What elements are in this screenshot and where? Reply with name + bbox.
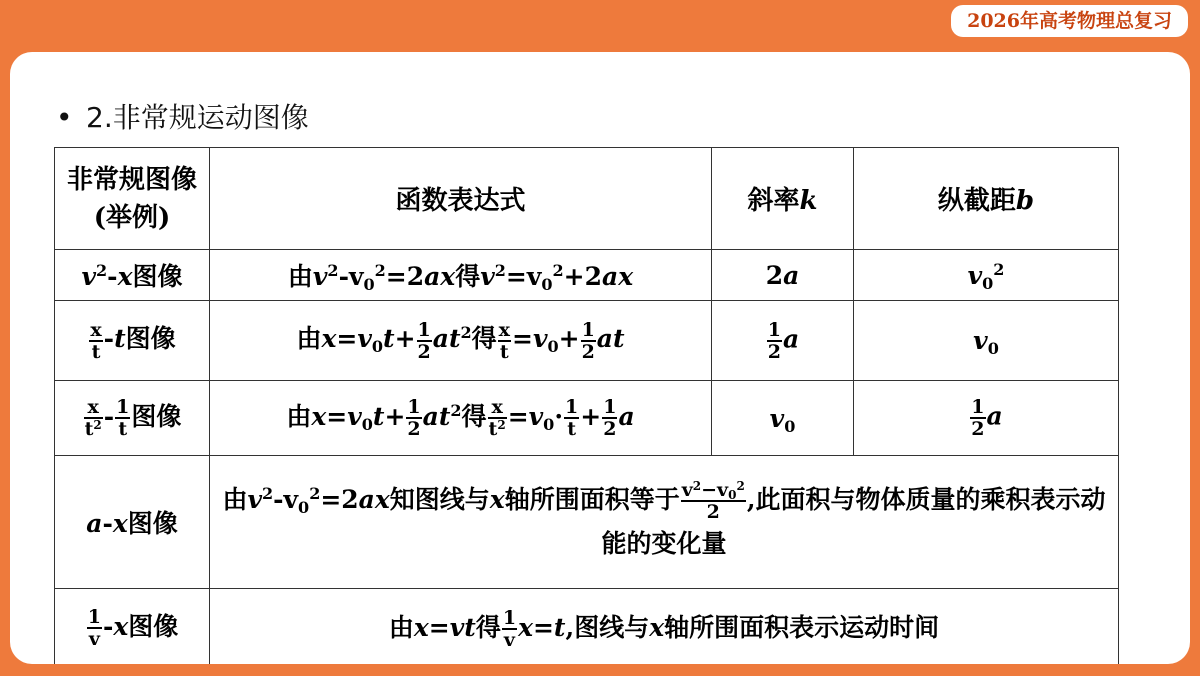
table-row — [55, 301, 1119, 381]
cell-desc-ax: 由$v^2-v_0^2=2ax$知图线与x轴所围面积等于 $\frac{v^2-v_0^2}{2}$ ,此面积与物体质量的乘积表示动能的变化量 — [210, 456, 1119, 589]
heading-text: 2.非常规运动图像 — [86, 101, 309, 134]
motion-graph-table — [54, 147, 1119, 664]
cell-expr-xt2-1t: 由$x=v_0t+$ $\frac{1}{2}$ $at^2$得 $\frac{x}{t^2}$ $=v_0\cdot$ $\frac{1}{t}$ + $\frac{1}{2}$ a — [210, 381, 712, 456]
cell-expr-v2x: 由$v^2-v_0^2=2ax$得$v^2=v_0^2+2ax$ — [210, 250, 712, 301]
table-row — [55, 250, 1119, 301]
table-row — [55, 381, 1119, 456]
cell-slope-xt-t: $\frac{1}{2}$ a — [712, 301, 854, 381]
header-graph-type: 非常规图像(举例) — [55, 148, 210, 250]
header-slope: 斜率k — [712, 148, 854, 250]
cell-graph-v2x: $v^2-x$图像 — [55, 250, 210, 301]
section-heading — [56, 100, 309, 136]
cell-slope-v2x: 2a — [712, 250, 854, 301]
cell-desc-1v-x: 由x=vt得 $\frac{1}{v}$ x=t,图线与x轴所围面积表示运动时间 — [210, 589, 1119, 665]
table-row — [55, 456, 1119, 589]
table-header-row — [55, 148, 1119, 250]
cell-intercept-xt2-1t: $\frac{1}{2}$ a — [854, 381, 1119, 456]
bullet-icon: • — [56, 101, 73, 134]
header-function: 函数表达式 — [210, 148, 712, 250]
cell-graph-ax: a-x图像 — [55, 456, 210, 589]
cell-graph-xt2-1t: $\frac{x}{t^2}$ - $\frac{1}{t}$ 图像 — [55, 381, 210, 456]
cell-graph-xt-t: $\frac{x}{t}$ -t图像 — [55, 301, 210, 381]
cell-intercept-xt-t: $v_0$ — [854, 301, 1119, 381]
cell-slope-xt2-1t: $v_0$ — [712, 381, 854, 456]
cell-intercept-v2x: $v_0^2$ — [854, 250, 1119, 301]
cell-graph-1v-x: $\frac{1}{v}$ -x图像 — [55, 589, 210, 665]
course-badge: 2026年高考物理总复习 — [951, 5, 1188, 37]
cell-expr-xt-t: 由$x=v_0t+$ $\frac{1}{2}$ $at^2$得 $\frac{x}{t}$ $=v_0+$ $\frac{1}{2}$ at — [210, 301, 712, 381]
header-intercept: 纵截距b — [854, 148, 1119, 250]
slide-content — [10, 52, 1190, 664]
table-row — [55, 589, 1119, 665]
